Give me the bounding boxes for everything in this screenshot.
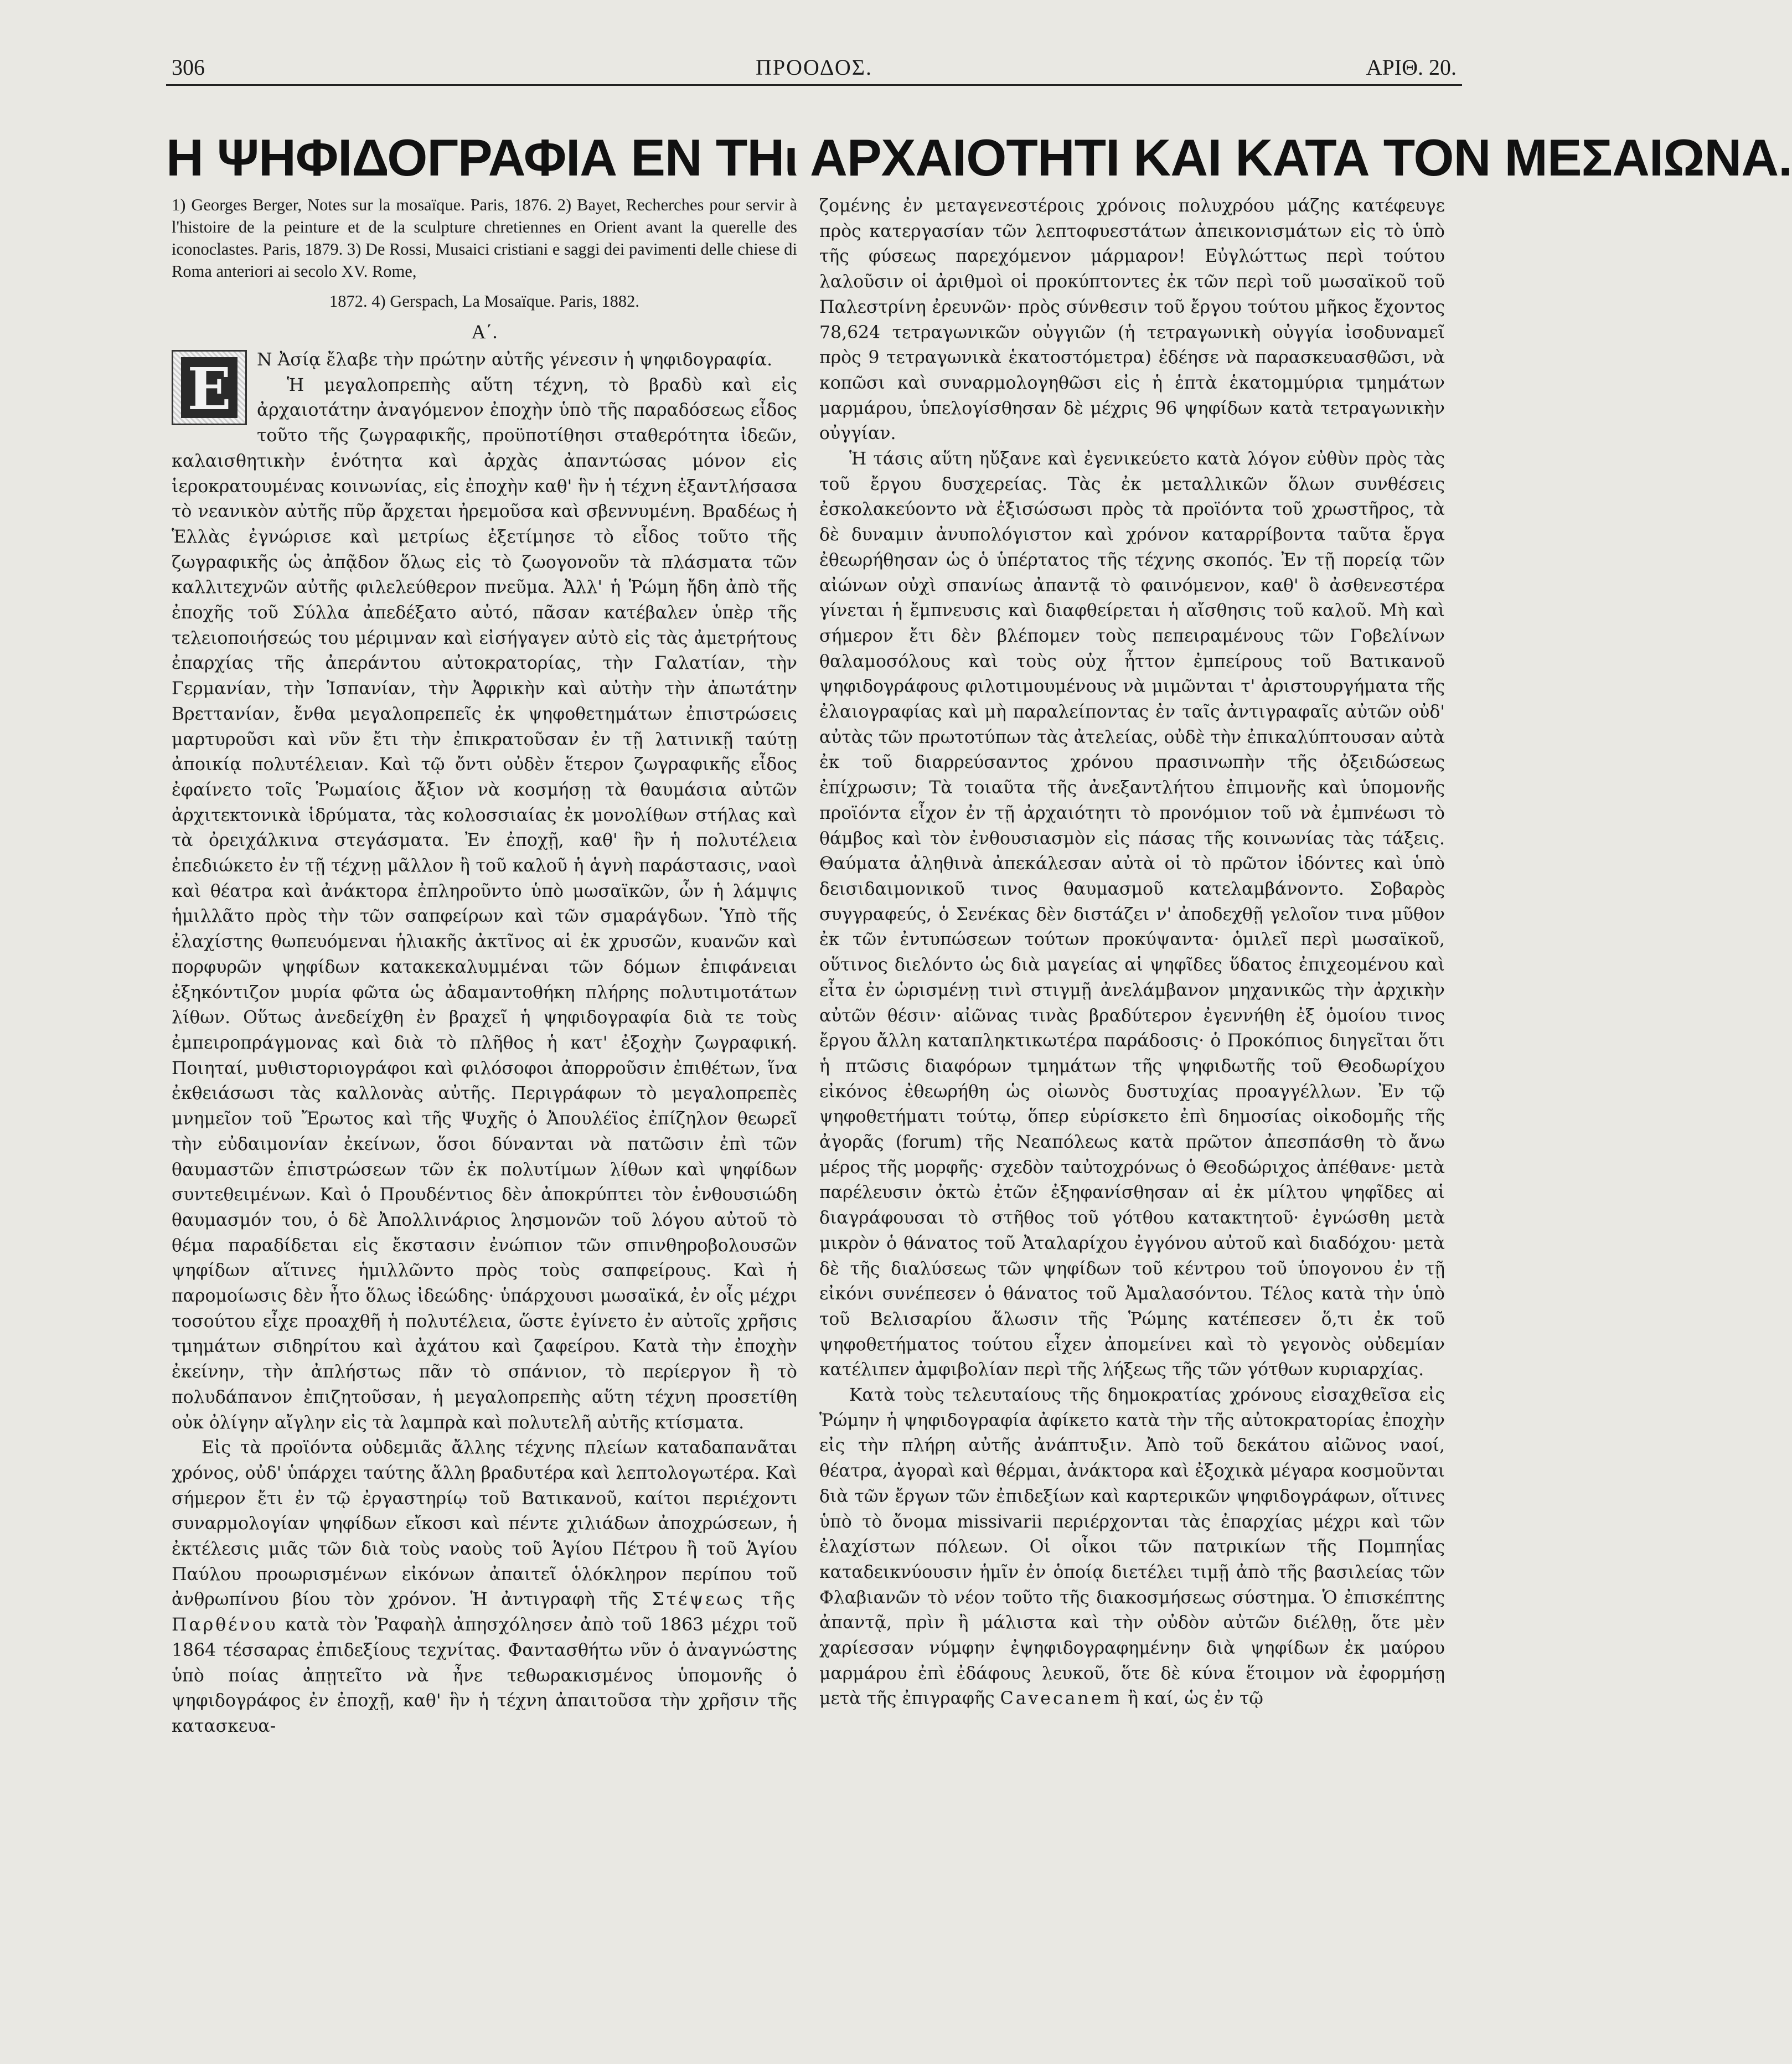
header-rule [166,84,1462,86]
running-head [166,49,1462,87]
right-column [819,194,1445,1712]
right-paragraph-3-text-b: ἢ καί, ὡς ἐν τῷ [1128,1689,1263,1709]
right-paragraph-2: Ἡ τάσις αὕτη ηὔξανε καὶ ἐγενικεύετο κατὰ λόγον εὐθὺν πρὸς τὰς τοῦ ἔργου δυσχερείας. Τὰς ἐκ μεταλλικῶν ὅλων συνθέσεις ἐσκολακεύοντο νὰ ἐξισώσωσι πρὸς τὰ προϊόντα τοῦ χρωστῆρος, τὰ δὲ δυναμιν ἀνυπολόγιστον καὶ χρόνον καταρρίβοντα ταῦτα ἔργα ἐθεωρήθησαν ὡς ὁ ὑπέρτατος τῆς τέχνης σκοπός. Ἐν τῇ πορείᾳ τῶν αἰώνων οὐχὶ σπανίως ἀπαντᾷ τὸ φαινόμενον, καθ' ὃ ἀσθενεστέρα γίνεται ἡ ἔμπνευσις καὶ διαφθείρεται ἡ αἴσθησις τοῦ καλοῦ. Μὴ καὶ σήμερον ἔτι δὲν βλέπομεν τοὺς πεπειραμένους τῶν Γοβελίνων θαλαμοσόλους καὶ τοὺς οὐχ ἧττον ἐμπείρους τοῦ Βατικανοῦ ψηφιδογράφους φιλοτιμουμένους νὰ μιμῶνται τ' ἀριστουργήματα τῆς ἐλαιογραφίας καὶ μὴ παραλείποντας ἐν ταῖς ἀντιγραφαῖς αὐτῶν οὐδ' αὐτὰς τῶν πρωτοτύπων τὰς ἀτελείας, οὐδὲ τὴν ἐπικαλύπτουσαν αὐτὰ ἐκ τοῦ διαρρεύσαντος χρόνου πρασινωπὴν τῆς ὀξειδώσεως ἐπίχρωσιν; Τὰ τοιαῦτα τῆς ἀνεξαντλήτου ἐπιμονῆς καὶ ὑπομονῆς προϊόντα εἶχον ἐν τῇ ἀρχαιότητι τὸ προνόμιον τοῦ νὰ ἐμπνέωσι τὸ θάμβος καὶ τὸν ἐνθουσιασμὸν εἰς πάσας τῆς κοινωνίας τὰς τάξεις. Θαύματα ἀληθινὰ ἀπεκάλεσαν αὐτὰ οἱ τὸ πρῶτον ἰδόντες καὶ ὑπὸ δεισιδαιμονικοῦ τινος θαυμασμοῦ κατελαμβάνοντο. Σοβαρὸς συγγραφεύς, ὁ Σενέκας δὲν διστάζει ν' ἀποδεχθῇ γελοῖον τινα μῦθον ἐκ τῶν ἐντυπώσεων τούτων προκύψαντα· ὁμιλεῖ περὶ μωσαϊκοῦ, οὕτινος διελόντο ὡς διὰ μαγείας αἱ ψηφῖδες ὕδατος ἐπιχεομένου καὶ εἶτα ἐν ὡρισμένῃ τινὶ στιγμῇ ἀνελάμβανον μηχανικῶς τὴν ἀρχικὴν αὐτῶν θέσιν· αἰῶνας τινὰς βραδύτερον ἐγεννήθη ἐξ ὁμοίου τινος ἔργου ἄλλη καταπληκτικωτέρα παράδοσις· ὁ Προκόπιος διηγεῖται ὅτι ἡ πτῶσις διαφόρων τμημάτων τῆς ψηφιδωτῆς τοῦ Θεοδωρίχου εἰκόνος ἐθεωρήθη ὡς οἰωνὸς δυστυχίας προαγγέλλων. Ἐν τῷ ψηφοθετήματι τούτῳ, ὅπερ εὑρίσκετο ἐπὶ δημοσίας οἰκοδομῆς τῆς ἀγορᾶς (forum) τῆς Νεαπόλεως κατὰ πρῶτον ἀπεσπάσθη τὸ ἄνω μέρος τῆς μορφῆς· σχεδὸν ταὐτοχρόνως ὁ Θεοδώριχος ἀπέθανε· μετὰ παρέλευσιν ὀκτὼ ἐτῶν ἐξηφανίσθησαν αἱ ἐκ μίλτου ψηφῖδες αἱ διαγράφουσαι τὸ στῆθος τοῦ γότθου κατακτητοῦ· ἐγνώσθη μετὰ μικρὸν ὁ θάνατος τοῦ Ἀταλαρίχου ἐγγόνου αὐτοῦ καὶ διαδόχου· μετὰ δὲ τῆς διαλύσεως τῶν ψηφίδων τοῦ κέντρου τοῦ ὑπογονου ἐν τῇ εἰκόνι συνέπεσεν ὁ θάνατος τοῦ Ἀμαλασόντου. Τέλος κατὰ τὴν ὑπὸ τοῦ Βελισαρίου ἅλωσιν τῆς Ῥώμης κατέπεσεν ὅ,τι ἐκ τοῦ ψηφοθετήματος τούτου εἶχεν ἀπομείνει καὶ τὸ γεγονὸς οὐδεμίαν κατέλιπεν ἀμφιβολίαν περὶ τῆς λήξεως τῆς τῶν γότθων κυριαρχίας. [819,449,1445,1380]
left-paragraph-3 [172,1436,797,1739]
page-number: 306 [172,55,205,80]
right-paragraph-3-text-a: Κατὰ τοὺς τελευταίους τῆς δημοκρατίας χρόνους εἰσαχθεῖσα εἰς Ῥώμην ἡ ψηφιδογραφία ἀφίκετο κατὰ τὴν τῆς αὐτοκρατορίας ἐποχὴν εἰς τὴν πλήρη αὐτῆς ἀνάπτυξιν. Ἀπὸ τοῦ δεκάτου αἰῶνος ναοί, θέατρα, ἀγοραὶ καὶ θέρμαι, ἀνάκτορα καὶ ἐξοχικὰ μέγαρα κοσμοῦνται διὰ τῶν ἔργων τῶν ἐπιδεξίων καὶ καρτερικῶν ψηφιδογράφων, οἵτινες ὑπὸ τὸ ὄνομα missivarii περιέρχονται τὰς ἐπαρχίας μέχρι καὶ τῶν ἐλαχίστων πόλεων. Οἱ οἶκοι τῶν πατρικίων τῆς Πομπηΐας καταδεικνύουσιν ἡμῖν ἐν ὁποίᾳ διετέλει τιμῇ ἀπὸ τῆς βασιλείας τῶν Φλαβιανῶν τὸ νέον τοῦτο τῆς διακοσμήσεως σύστημα. Ὁ ἐπισκέπτης ἀπαντᾷ, πρὶν ἢ μάλιστα καὶ τὴν οὐδὸν αὐτῶν διέλθῃ, ὅτε μὲν χαρίεσσαν νύμφην ἐψηφιδογραφημένην διὰ ψηφίδων ἐκ μαύρου μαρμάρου ἐπὶ ἐδάφους λευκοῦ, ὅτε δὲ κύνα ἕτοιμον νὰ ἐφορμήσῃ μετὰ τῆς ἐπιγραφῆς [819,1385,1445,1709]
dropcap-letter: Ε [181,357,237,418]
left-paragraph-1: Ν Ἀσίᾳ ἔλαβε τὴν πρώτην αὐτῆς γένεσιν ἡ ψηφιδογραφία. [257,350,773,370]
bibliography-last-line: 1872. 4) Gerspach, La Mosaïque. Paris, 1882. [329,292,639,311]
left-column [172,194,797,1740]
dropcap-initial [172,350,247,425]
left-paragraph-2: Ἡ μεγαλοπρεπὴς αὕτη τέχνη, τὸ βραδὺ καὶ εἰς ἀρχαιοτάτην ἀναγόμενον ἐποχὴν ὑπὸ τῆς παραδόσεως εἶδος τοῦτο τῆς ζωγραφικῆς, προϋποτίθησι σταθερότητα ἰδεῶν, καλαισθητικὴν ἑνότητα καὶ ἀρχὰς ἀπαντώσας μόνον εἰς ἱεροκρατουμένας κοινωνίας, εἰς ἐποχὴν καθ' ἣν ἡ τέχνη ἐξαντλήσασα τὸ νεανικὸν αὐτῆς πῦρ ἄρχεται ἠρεμοῦσα καὶ σβεννυμένη. Βραδέως ἡ Ἑλλὰς ἐγνώρισε καὶ μετρίως ἐξετίμησε τὸ εἶδος τοῦτο τῆς ζωγραφικῆς ὡς ἀπᾷδον ὅλως εἰς τὸ ζωογονοῦν τὰ πλάσματα τῶν καλλιτεχνῶν αὐτῆς φιλελεύθερον πνεῦμα. Ἀλλ' ἡ Ῥώμη ἤδη ἀπὸ τῆς ἐποχῆς τοῦ Σύλλα ἀπεδέξατο αὐτό, πᾶσαν κατέβαλεν ὑπὲρ τῆς τελειοποιήσεώς του μέριμναν καὶ εἰσήγαγεν αὐτὸ εἰς τὰς ἀμετρήτους ἐπαρχίας τῆς ἀπεράντου αὐτοκρατορίας, τὴν Γαλατίαν, τὴν Γερμανίαν, τὴν Ἱσπανίαν, τὴν Ἀφρικὴν καὶ αὐτὴν τὴν ἀπωτάτην Βρεττανίαν, ἔνθα μεγαλοπρεπεῖς ἐκ ψηφοθετημάτων ἐπιστρώσεις μαρτυροῦσι καὶ νῦν ἔτι τὴν ἐπικρατοῦσαν ἐν τῇ λατινικῇ ταύτῃ ἀποικίᾳ πολυτέλειαν. Καὶ τῷ ὄντι οὐδὲν ἕτερον ζωγραφικῆς εἶδος ἐφαίνετο τοῖς Ῥωμαίοις ἄξιον νὰ κοσμήσῃ τὰ θαυμάσια αὐτῶν ἀρχιτεκτονικὰ ἱδρύματα, τὰς κολοσσιαίας ἐκ μονολίθων στήλας καὶ τὰ ὀρειχάλκινα στεγάσματα. Ἐν ἐποχῇ, καθ' ἣν ἡ πολυτέλεια ἐπεδιώκετο ἐν τῇ τέχνῃ μᾶλλον ἢ τοῦ καλοῦ ἡ ἁγνὴ παράστασις, ναοὶ καὶ θέατρα καὶ ἀνάκτορα ἐπληροῦντο ὑπὸ μωσαϊκῶν, ὧν ἡ λάμψις ἡμιλλᾶτο πρὸς τὴν τῶν σαπφείρων καὶ τῶν σμαράγδων. Ὑπὸ τῆς ἐλαχίστης θωπευόμεναι ἡλιακῆς ἀκτῖνος αἱ ἐκ χρυσῶν, κυανῶν καὶ πορφυρῶν ψηφίδων κατακεκαλυμμέναι τῶν δόμων ἐπιφάνειαι ἐξηκόντιζον μυρία φῶτα ὡς ἀδαμαντοθήκη πλήρης πολυτιμοτάτων λίθων. Οὕτως ἀνεδείχθη ἐν βραχεῖ ἡ ψηφιδογραφία διὰ τε τοὺς ἐμπειροπράγμονας καὶ διὰ τὸ πλῆθος ἡ κατ' ἐξοχὴν ζωγραφική. Ποιηταί, μυθιστοριογράφοι καὶ φιλόσοφοι ἀπορροῦσιν ἐπιθέτων, ἵνα ἐκθειάσωσι τὰς καλλονὰς αὐτῆς. Περιγράφων τὸ μεγαλοπρεπὲς μνημεῖον τοῦ Ἔρωτος καὶ τῆς Ψυχῆς ὁ Ἀπουλέϊος ἐπίζηλον θεωρεῖ τὴν εὐδαιμονίαν ἐκείνων, ὅσοι δύνανται νὰ πατῶσιν ἐπὶ τῶν θαυμαστῶν ἐπιστρώσεων τῶν ἐκ πολυτίμων λίθων καὶ ψηφίδων συντεθειμένων. Καὶ ὁ Προυδέντιος δὲν ἀποκρύπτει τὸν ἐνθουσιώδη θαυμασμόν του, ὁ δὲ Ἀπολλινάριος λησμονῶν τοῦ λόγου αὐτοῦ τὸ θέμα παραδίδεται εἰς ἔκστασιν ἐνώπιον τῶν σπινθηροβολουσῶν ψηφίδων αἵτινες ἡμιλλῶντο πρὸς τοὺς σαπφείρους. Καὶ ἡ παρομοίωσις δὲν ἦτο ὅλως ἰδεώδης· ὑπάρχουσι μωσαϊκά, ἐν οἷς μέχρι τοσούτου εἶχε προαχθῆ ἡ πολυτέλεια, ὥστε ἐγίνετο ἐν αὐτοῖς χρῆσις τμημάτων σιδηρίτου καὶ ἀχάτου καὶ ζαφείρου. Κατὰ τὴν ἐποχὴν ἐκείνην, τὴν ἀπλήστως πᾶν τὸ σπάνιον, τὸ περίεργον ἢ τὸ πολυδάπανον ἐπιζητοῦσαν, ἡ μεγαλοπρεπὴς αὕτη τέχνη προσετίθη οὐκ ὀλίγην αἴγλην εἰς τὰ λαμπρὰ καὶ πολυτελῆ αὐτῆς κτίσματα. [172,375,797,1433]
bibliography: 1) Georges Berger, Notes sur la mosaïque. Paris, 1876. 2) Bayet, Recherches pour servir à l'histoire de la peinture et de la sculpture chretiennes en Orient avant la querelle des iconoclastes. Paris, 1879. 3) De Rossi, Musaici cristiani e saggi dei pavimenti delle chiese di Roma anteriori ai secolo XV. Rome, [172,195,797,281]
spaced-inscription: Cavecanem [1000,1689,1123,1709]
issue-number: ΑΡΙΘ. 20. [1366,55,1457,80]
journal-name: ΠΡΟΟΔΟΣ. [755,55,873,80]
right-paragraph-1: ζομένης ἐν μεταγενεστέροις χρόνοις πολυχρόου μάζης κατέφευγε πρὸς κατεργασίαν τῶν λεπτοφυεστάτων ἀπεικονισμάτων εἰς τὸ ὑπὸ τῆς φύσεως παρεχόμενον μάρμαρον! Εὐγλώττως περὶ τούτου λαλοῦσιν οἱ ἀριθμοὶ οἱ προκύπτοντες ἐκ τῶν περὶ τοῦ μωσαϊκοῦ τοῦ Παλεστρίνη ἐρευνῶν· πρὸς σύνθεσιν τοῦ ἔργου τούτου μῆκος ἔχοντος 78,624 τετραγωνικῶν οὐγγιῶν (ἡ τετραγωνικὴ οὐγγία ἰσοδυναμεῖ πρὸς 9 τετραγωνικὰ ἑκατοστόμετρα) ἐδέησε νὰ παρασκευασθῶσι, νὰ κοπῶσι καὶ συναρμολογηθῶσι εἰς ἡ ἑπτὰ ἑκατομμύρια τμημάτων μαρμάρου, ὑπελογίσθησαν δὲ μέχρις 96 ψηφίδων κατὰ τετραγωνικὴν οὐγγίαν. [819,196,1445,444]
right-paragraph-3 [819,1383,1445,1712]
left-paragraph-3-text-a: Εἰς τὰ προϊόντα οὐδεμιᾶς ἄλλης τέχνης πλείων καταδαπανᾶται χρόνος, οὐδ' ὑπάρχει ταύτης ἄλλη βραδυτέρα καὶ λεπτολογωτέρα. Καὶ σήμερον ἔτι ἐν τῷ ἐργαστηρίῳ τοῦ Βατικανοῦ, καίτοι περιέχοντι συναρμολογίαν ψηφίδων εἴκοσι καὶ πέντε χιλιάδων ἀποχρώσεων, ἡ ἐκτέλεσις μιᾶς τῶν διὰ τοὺς ναοὺς τοῦ Ἁγίου Πέτρου ἢ τοῦ Ἁγίου Παύλου προωρισμένων εἰκόνων ἀπαιτεῖ ὁλόκληρον περίπου τοῦ ἀνθρωπίνου βίου τὸν χρόνον. Ἡ ἀντιγραφὴ τῆς [172,1438,797,1610]
article-title: Η ΨΗΦΙΔΟΓΡΑΦΙΑ ΕΝ ΤΗι ΑΡΧΑΙΟΤΗΤΙ ΚΑΙ ΚΑΤΑ ΤΟΝ ΜΕΣΑΙΩΝΑ. [166,128,1792,187]
left-paragraph-3-text-b: κατὰ τὸν Ῥαφαὴλ ἀπησχόλησεν ἀπὸ τοῦ 1863 μέχρι τοῦ 1864 τέσσαρας ἐπιδεξίους τεχνίτας. Φαντασθήτω νῦν ὁ ἀναγνώστης ὑπὸ ποίας ἀπῃτεῖτο νὰ ἦνε τεθωρακισμένος ὑπομονῆς ὁ ψηφιδογράφος ἐν ἐποχῇ, καθ' ἣν ἡ τέχνη ἀπαιτοῦσα τὴν χρῆσιν τῆς κατασκευα- [172,1615,797,1736]
spaced-title-stepseos: Στέψεως τῆς Παρθένου [172,1590,798,1635]
section-marker: Α΄. [471,321,498,343]
